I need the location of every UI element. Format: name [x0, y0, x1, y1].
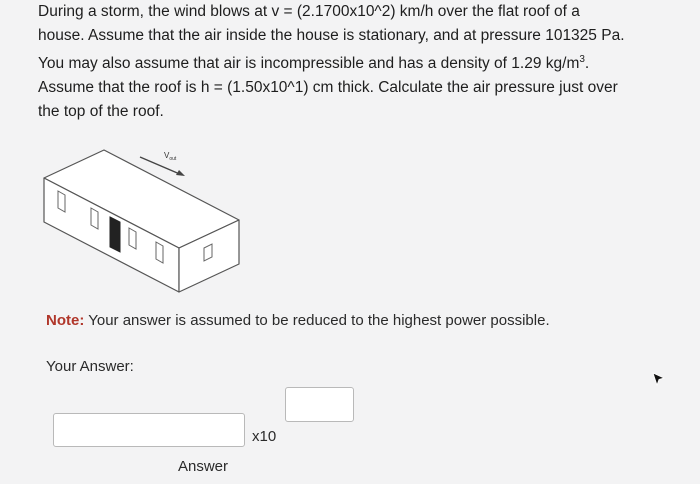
- question-text: [38, 0, 668, 124]
- v-out-label: [164, 151, 177, 162]
- superscript-3: 3: [579, 54, 585, 65]
- question-line-3-text: You may also assume that air is incompressible and has a density of 1.29 kg/m: [38, 55, 580, 73]
- mouse-pointer-icon: [652, 372, 666, 388]
- note: [46, 312, 550, 329]
- answer-mantissa-input[interactable]: [53, 413, 245, 447]
- answer-exponent-input[interactable]: [285, 387, 354, 422]
- note-text: Your answer is assumed to be reduced to the highest power possible.: [84, 312, 550, 329]
- question-line-3-end: .: [584, 55, 590, 73]
- window-4: [156, 242, 163, 263]
- v-subscript: out: [169, 156, 177, 162]
- v-label: V: [164, 151, 170, 160]
- answer-label: Answer: [178, 458, 229, 475]
- question-line-4: Assume that the roof is h = (1.50x10^1) cm thick. Calculate the air pressure just over: [38, 79, 618, 97]
- your-answer-prompt: Your Answer:: [46, 358, 134, 375]
- house-diagram: [40, 144, 250, 294]
- note-label: Note:: [46, 312, 85, 329]
- question-line-3: [38, 48, 668, 76]
- question-line-1: During a storm, the wind blows at v = (2.1700x10^2) km/h over the flat roof of a: [38, 3, 580, 20]
- window-3: [129, 228, 136, 249]
- window-2: [91, 208, 98, 229]
- door: [110, 217, 120, 252]
- question-line-2: house. Assume that the air inside the house is stationary, and at pressure 101325 Pa.: [38, 27, 625, 44]
- wind-arrowhead: [176, 170, 185, 176]
- window-1: [58, 191, 65, 212]
- question-line-5: the top of the roof.: [38, 103, 164, 121]
- times-ten-label: x10: [252, 428, 277, 445]
